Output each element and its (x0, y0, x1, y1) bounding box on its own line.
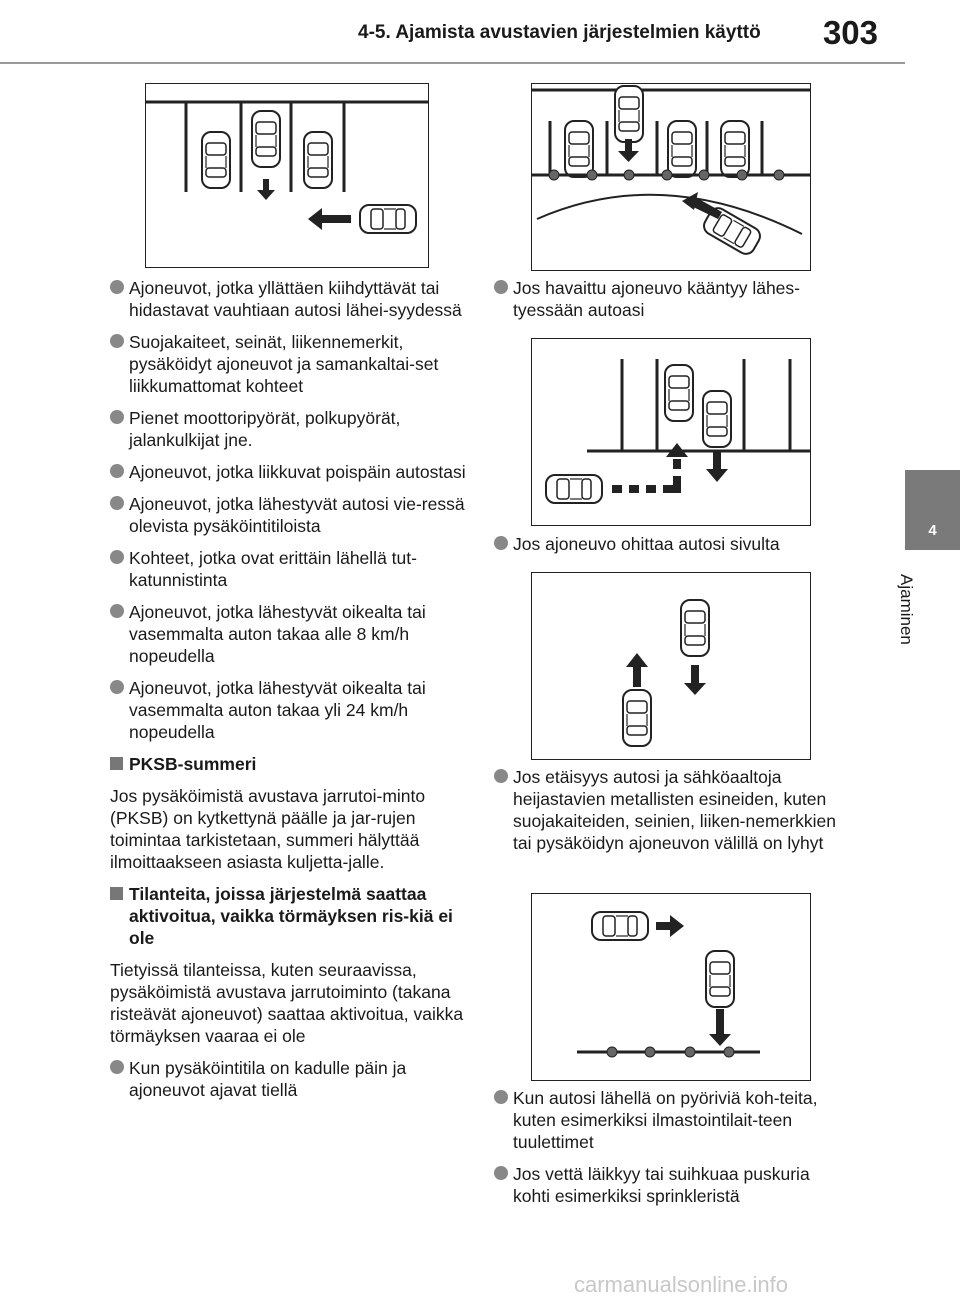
right-bullet-3: Jos etäisyys autosi ja sähköaaltoja heijastavien metallisten esineiden, kuten suojakaiteiden, seinien, liiken-nemerkkien tai pysäköidyn ajoneuvon välillä on lyhyt (494, 766, 846, 864)
right-bullet-1: Jos havaittu ajoneuvo kääntyy lähes-tyessään autoasi (494, 277, 846, 331)
bullet-icon (110, 604, 124, 618)
section-title: 4-5. Ajamista avustavien järjestelmien käyttö (358, 22, 761, 43)
chapter-tab[interactable]: 4 (905, 500, 960, 550)
paragraph-situations: Tietyissä tilanteissa, kuten seuraavissa, pysäköimistä avustava jarrutoiminto (takana risteävät ajoneuvot) saattaa aktivoitua, vaikka törmäyksen vaaraa ei ole (110, 960, 464, 1046)
bullet-icon (494, 769, 508, 783)
list-item: Kohteet, jotka ovat erittäin lähellä tut-katunnistinta (110, 547, 468, 591)
chapter-label: Ajaminen (897, 574, 916, 645)
bullet-icon (110, 464, 124, 478)
bullet-icon (494, 536, 508, 550)
list-item: Ajoneuvot, jotka lähestyvät autosi vie-ressä olevista pysäköintitiloista (110, 493, 468, 537)
figure-side-passing (531, 338, 811, 526)
list-item: Ajoneuvot, jotka lähestyvät oikealta tai vasemmalta auton takaa alle 8 km/h nopeudella (110, 601, 468, 667)
bullet-icon (110, 496, 124, 510)
list-item: Ajoneuvot, jotka yllättäen kiihdyttävät tai hidastavat vauhtiaan autosi lähei-syydessä (110, 277, 468, 321)
square-bullet-icon (110, 757, 123, 770)
figure-parking-reverse (145, 83, 429, 268)
figure-metal-objects (531, 893, 811, 1081)
left-column (110, 277, 468, 1111)
watermark: carmanualsonline.info (574, 1272, 789, 1297)
list-item: Ajoneuvot, jotka liikkuvat poispäin autostasi (110, 461, 468, 483)
right-bullets-bottom: Kun autosi lähellä on pyöriviä koh-teita, kuten esimerkiksi ilmastointilait-teen tuulettimet Jos vettä läikkyy tai suihkuaa puskuria kohti esimerkiksi sprinkleristä (494, 1087, 846, 1217)
list-item: Kun pysäköintitila on kadulle päin ja ajoneuvot ajavat tiellä (110, 1057, 468, 1101)
bullet-icon (110, 680, 124, 694)
bullet-icon (110, 1060, 124, 1074)
square-bullet-icon (110, 887, 123, 900)
list-item: Suojakaiteet, seinät, liikennemerkit, pysäköidyt ajoneuvot ja samankaltai-set liikkumattomat kohteet (110, 331, 468, 397)
header-rule (0, 62, 905, 64)
list-item: Pienet moottoripyörät, polkupyörät, jalankulkijat jne. (110, 407, 468, 451)
bullet-icon (494, 1090, 508, 1104)
bullet-icon (494, 1166, 508, 1180)
bullet-icon (110, 410, 124, 424)
section-heading-situations: Tilanteita, joissa järjestelmä saattaa aktivoitua, vaikka törmäyksen ris-kiä ei ole (110, 883, 468, 949)
right-bullet-2: Jos ajoneuvo ohittaa autosi sivulta (494, 533, 846, 565)
paragraph-pksb: Jos pysäköimistä avustava jarrutoi-minto (PKSB) on kytkettynä päälle ja jar-rujen toimintaa tarkistetaan, summeri hälyttää ilmoittaakseen asiasta kuljetta-jalle. (110, 786, 426, 872)
bullet-icon (110, 550, 124, 564)
page-number: 303 (822, 14, 878, 51)
bullet-icon (494, 280, 508, 294)
figure-turning-vehicle (531, 83, 811, 271)
section-heading-pksb: PKSB-summeri (110, 753, 468, 775)
bullet-icon (110, 334, 124, 348)
figure-oncoming-vehicles (531, 572, 811, 760)
chapter-sidebar (905, 0, 960, 1305)
bullet-icon (110, 280, 124, 294)
list-item: Ajoneuvot, jotka lähestyvät oikealta tai vasemmalta auton takaa yli 24 km/h nopeudella (110, 677, 468, 743)
